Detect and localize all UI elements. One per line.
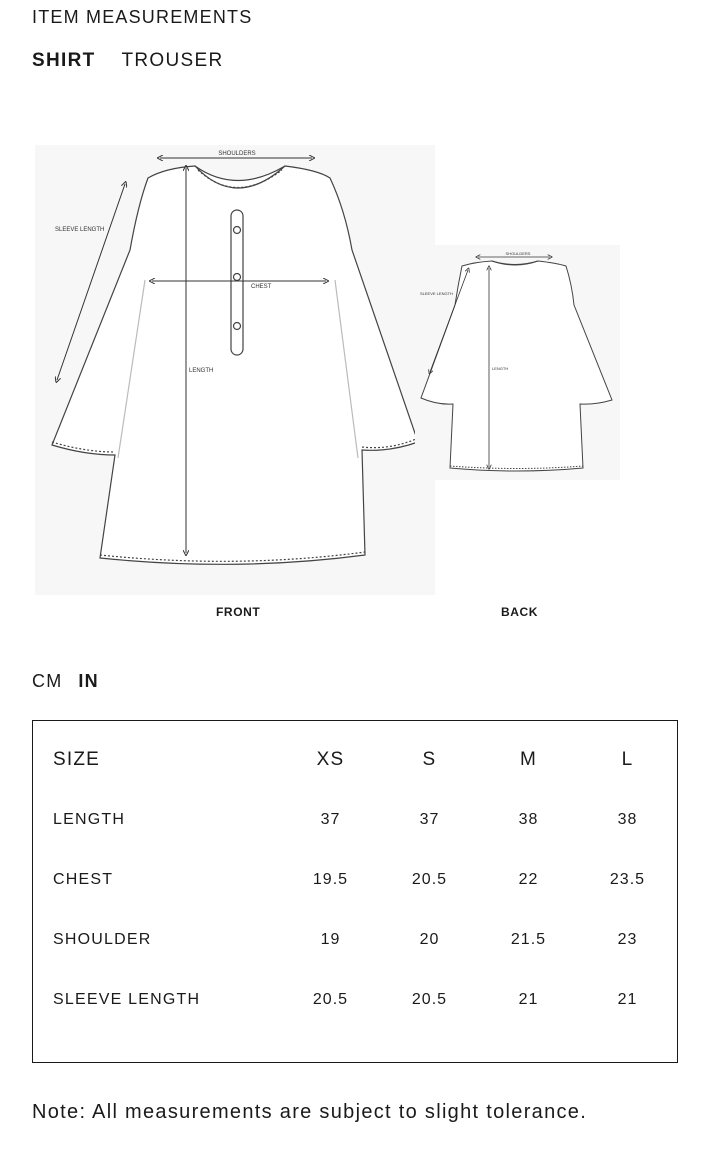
back-length-label: LENGTH	[492, 366, 509, 371]
header-size: SIZE	[53, 749, 101, 770]
front-caption: FRONT	[216, 605, 261, 619]
row-label: SHOULDER	[53, 931, 152, 948]
row-label: CHEST	[53, 871, 114, 888]
header-l: L	[621, 749, 634, 770]
back-caption: BACK	[501, 605, 539, 619]
back-sleeve-length-label: SLEEVE LENGTH	[420, 291, 453, 296]
size-table-container	[32, 720, 678, 1063]
cell-value: 38	[617, 811, 638, 828]
garment-tabs	[32, 50, 224, 72]
header-xs: XS	[316, 749, 345, 770]
cell-value: 37	[419, 811, 440, 828]
table-row	[53, 931, 677, 991]
cell-value: 21.5	[510, 931, 547, 948]
header-m: M	[519, 749, 537, 770]
cell-value: 38	[518, 811, 539, 828]
front-sleeve-length-label: SLEEVE LENGTH	[55, 227, 105, 233]
unit-in[interactable]: IN	[78, 671, 99, 691]
cell-value: 23.5	[609, 871, 646, 888]
measurement-diagram	[0, 130, 713, 630]
table-row	[53, 811, 677, 871]
cell-value: 21	[617, 991, 638, 1008]
page-title: ITEM MEASUREMENTS	[32, 7, 253, 27]
cell-value: 20.5	[312, 991, 349, 1008]
unit-toggle	[32, 671, 99, 692]
cell-value: 21	[518, 991, 539, 1008]
size-table-header-row	[53, 749, 677, 811]
cell-value: 22	[518, 871, 539, 888]
back-shoulders-label: SHOULDERS	[505, 251, 531, 256]
cell-value: 20	[419, 931, 440, 948]
cell-value: 19.5	[312, 871, 349, 888]
row-label: SLEEVE LENGTH	[53, 991, 201, 1008]
table-row	[53, 871, 677, 931]
row-label: LENGTH	[53, 811, 126, 828]
unit-cm[interactable]: CM	[32, 671, 63, 691]
table-row	[53, 991, 677, 1051]
cell-value: 19	[320, 931, 341, 948]
cell-value: 23	[617, 931, 638, 948]
back-shirt-illustration	[415, 245, 620, 480]
cell-value: 37	[320, 811, 341, 828]
cell-value: 20.5	[411, 871, 448, 888]
front-shoulders-label: SHOULDERS	[218, 151, 256, 157]
size-table	[53, 749, 677, 1051]
tab-trouser[interactable]: TROUSER	[121, 50, 224, 71]
front-length-label: LENGTH	[189, 368, 214, 374]
front-shirt-illustration	[35, 145, 435, 595]
tab-shirt[interactable]: SHIRT	[32, 50, 96, 71]
front-chest-label: CHEST	[251, 284, 272, 290]
cell-value: 20.5	[411, 991, 448, 1008]
header-s: S	[422, 749, 437, 770]
tolerance-note: Note: All measurements are subject to slight tolerance.	[32, 1101, 588, 1123]
